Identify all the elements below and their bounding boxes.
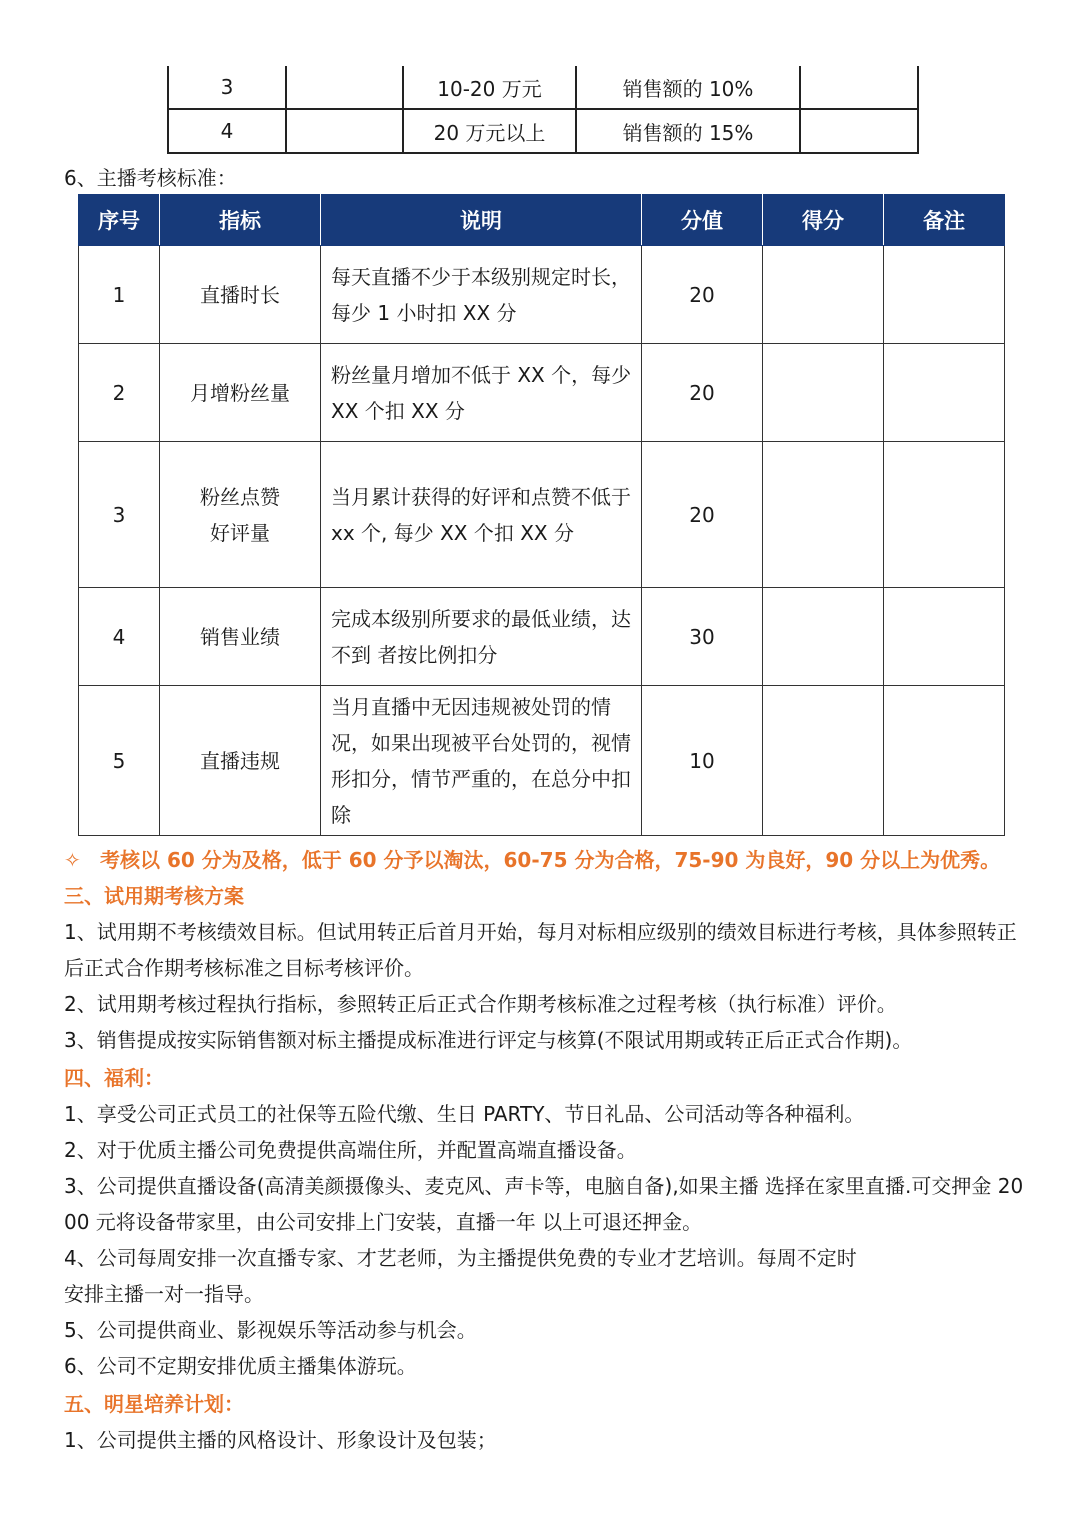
section3-title: 三、试用期考核方案	[64, 884, 244, 908]
table-row	[79, 442, 1005, 588]
commission-table	[167, 66, 919, 154]
row-indicator: 月增粉丝量	[160, 344, 321, 442]
row-score: 20	[642, 246, 763, 344]
level-cell: 3	[168, 66, 286, 109]
row-score: 20	[642, 442, 763, 588]
row-score: 20	[642, 344, 763, 442]
row-indicator: 直播时长	[160, 246, 321, 344]
row-result	[763, 442, 884, 588]
section4-item-1: 1、享受公司正式员工的社保等五险代缴、生日 PARTY、节日礼品、公司活动等各种福利。	[64, 1102, 865, 1126]
row-remark	[884, 246, 1005, 344]
table-row	[168, 66, 918, 109]
row-remark	[884, 344, 1005, 442]
row-no: 2	[79, 344, 160, 442]
commission-cell: 销售额的 10%	[576, 66, 800, 109]
row-result	[763, 588, 884, 686]
commission-cell: 销售额的 15%	[576, 109, 800, 153]
sparkle-icon: ✧	[64, 848, 81, 872]
table-row	[79, 686, 1005, 836]
header-indicator: 指标	[160, 195, 321, 246]
section4-item-2: 2、对于优质主播公司免费提供高端住所，并配置高端直播设备。	[64, 1138, 637, 1162]
row-remark	[884, 686, 1005, 836]
row-no: 3	[79, 442, 160, 588]
section3-item-3: 3、销售提成按实际销售额对标主播提成标准进行评定与核算(不限试用期或转正后正式合作期)。	[64, 1028, 913, 1052]
header-score: 分值	[642, 195, 763, 246]
range-cell: 10-20 万元	[403, 66, 576, 109]
pass-criteria-note: ✧ 考核以 60 分为及格，低于 60 分予以淘汰，60-75 分为合格，75-90 为良好，90 分以上为优秀。	[64, 842, 1000, 878]
range-cell: 20 万元以上	[403, 109, 576, 153]
header-no: 序号	[79, 195, 160, 246]
row-remark	[884, 588, 1005, 686]
row-desc: 当月累计获得的好评和点赞不低于 xx 个, 每少 XX 个扣 XX 分	[321, 442, 642, 588]
row-desc: 完成本级别所要求的最低业绩，达不到 者按比例扣分	[321, 588, 642, 686]
section4-item-4: 4、公司每周安排一次直播专家、才艺老师，为主播提供免费的专业才艺培训。每周不定时安排主播一对一指导。	[64, 1246, 857, 1306]
row-indicator: 粉丝点赞好评量	[160, 442, 321, 588]
row-no: 4	[79, 588, 160, 686]
header-remark: 备注	[884, 195, 1005, 246]
section4-item-5: 5、公司提供商业、影视娱乐等活动参与机会。	[64, 1318, 477, 1342]
section3-item-1: 1、试用期不考核绩效目标。但试用转正后首月开始，每月对标相应级别的绩效目标进行考核，具体参照转正后正式合作期考核标准之目标考核评价。	[64, 920, 1017, 980]
row-desc: 粉丝量月增加不低于 XX 个，每少 XX 个扣 XX 分	[321, 344, 642, 442]
row-no: 5	[79, 686, 160, 836]
table-row	[79, 344, 1005, 442]
section3-item-2: 2、试用期考核过程执行指标，参照转正后正式合作期考核标准之过程考核（执行标准）评价。	[64, 992, 897, 1016]
row-result	[763, 246, 884, 344]
row-no: 1	[79, 246, 160, 344]
note-cell	[800, 109, 918, 153]
row-score: 10	[642, 686, 763, 836]
blank-cell	[286, 66, 403, 109]
note-cell	[800, 66, 918, 109]
section4-title: 四、福利：	[64, 1066, 164, 1090]
section5-item-1: 1、公司提供主播的风格设计、形象设计及包装；	[64, 1428, 497, 1452]
section5-title: 五、明星培养计划：	[64, 1392, 244, 1416]
table-row	[168, 109, 918, 153]
row-indicator: 销售业绩	[160, 588, 321, 686]
row-desc: 每天直播不少于本级别规定时长，每少 1 小时扣 XX 分	[321, 246, 642, 344]
header-result: 得分	[763, 195, 884, 246]
assessment-table	[78, 194, 1005, 836]
section6-title: 6、主播考核标准：	[64, 166, 237, 190]
row-desc: 当月直播中无因违规被处罚的情况，如果出现被平台处罚的，视情形扣分，情节严重的，在总分中扣除	[321, 686, 642, 836]
section4-item-3: 3、公司提供直播设备(高清美颜摄像头、麦克风、声卡等，电脑自备),如果主播 选择在家里直播.可交押金 20 00 元将设备带家里，由公司安排上门安装，直播一年 以上可退还押金。	[64, 1174, 1024, 1234]
row-score: 30	[642, 588, 763, 686]
level-cell: 4	[168, 109, 286, 153]
header-desc: 说明	[321, 195, 642, 246]
header-row	[79, 195, 1005, 246]
blank-cell	[286, 109, 403, 153]
table-row	[79, 588, 1005, 686]
row-result	[763, 686, 884, 836]
section4-item-6: 6、公司不定期安排优质主播集体游玩。	[64, 1354, 417, 1378]
row-remark	[884, 442, 1005, 588]
row-result	[763, 344, 884, 442]
row-indicator: 直播违规	[160, 686, 321, 836]
table-row	[79, 246, 1005, 344]
